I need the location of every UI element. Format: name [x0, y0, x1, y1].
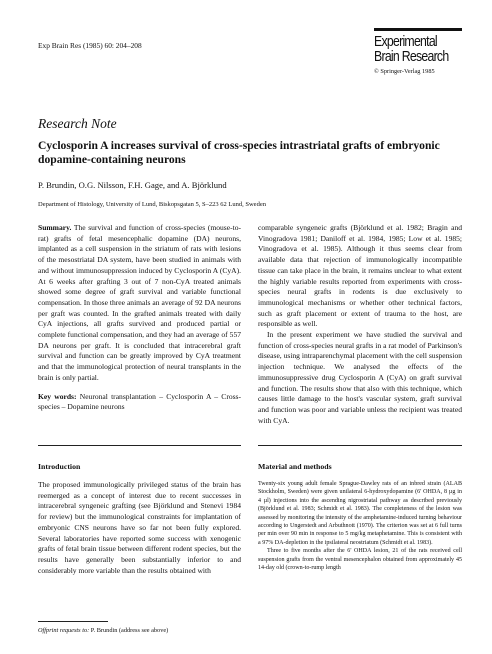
footnote-rule	[38, 621, 108, 622]
logo-line-experimental: Experimental	[374, 33, 437, 50]
affiliation: Department of Histology, University of Lund, Biskopsgatan 5, S–223 62 Lund, Sweden	[38, 201, 266, 208]
introduction-text: The proposed immunologically privileged status of the brain has reemerged as a concept of interest due to recent successes in intracerebral syngeneic grafting (see Björklund and Stenevi 1984 for review) but the immunological constraints for implantation of embryonic CNS neurons have so far not been fully explored. Several laboratories have reported some success with xenogenic grafts of fetal brain tissue between different rodent species, but the results have generally been substantially inferior to and considerably more variable than the results obtained with	[38, 480, 241, 575]
article-title: Cyclosporin A increases survival of cross-species intrastriatal grafts of embryonic dopamine-containing neurons	[38, 139, 440, 166]
right-paragraph-2: In the present experiment we have studied the survival and function of cross-species neural grafts in a rat model of Parkinson's disease, using intraparenchymal placement with the cell suspension injection technique. We analysed the effects of the immunosuppressive drug Cyclosporin A (CyA) on graft survival and function. The results show that also with this technique, which causes little damage to the host's vascular system, graft survival and function was poor and variable unless the recipient was treated with CyA.	[258, 330, 462, 425]
introduction-heading: Introduction	[38, 462, 81, 471]
summary-paragraph	[38, 223, 241, 384]
author-list: P. Brundin, O.G. Nilsson, F.H. Gage, and A. Björklund	[38, 180, 227, 190]
summary-label: Summary.	[38, 223, 72, 232]
footnote-text: P. Brundin (address see above)	[89, 627, 169, 634]
keywords-paragraph	[38, 392, 241, 413]
methods-paragraph-1: Twenty-six young adult female Sprague-Dawley rats of an inbred strain (ALAB Stockholm, Sweden) were given unilateral 6-hydroxydopamine (6' OHDA, 8 µg in 4 µl) injections into the ascending nigrostriatal pathway as described previously (Björklund et al. 1983; Schmidt et al. 1983). The completeness of the lesion was assessed by monitoring the intensity of the amphetamine-induced turning behaviour according to Ungerstedt and Arbuthnott (1970). The criterion was set at 6 full turns per min over 90 min in response to 5 mg/kg metaphetamine. This is consistent with a 97% DA-depletion in the ipsilateral neostriatum (Schmidt et al. 1983).	[258, 481, 462, 546]
keywords-text: Neuronal transplantation – Cyclosporin A – Cross-species – Dopamine neurons	[38, 391, 241, 412]
copyright-notice: © Springer-Verlag 1985	[374, 68, 435, 75]
methods-section	[258, 462, 462, 572]
summary-text: The survival and function of cross-species (mouse-to-rat) grafts of fetal mesencephalic dopamine (DA) neurons, implanted as a cell suspension in the striatum of rats with lesions of the mesostriatal DA system, have been studied in animals with and without immunosuppression induced by Cyclosporin A (CyA). At 6 weeks after grafting 3 out of 7 non-CyA treated animals showed some degree of graft survival and variable functional compensation. In those three animals an average of 92 DA neurons per graft was counted. In the grafted animals treated with daily CyA injections, all grafts survived and produced partial or complete functional compensation, and they had an average of 557 DA neurons per graft. It is concluded that intracerebral graft survival and function can be greatly improved by CyA treatment and that the immunological protection of neural transplants in the brain is only partial.	[38, 223, 241, 382]
logo-bar	[374, 28, 462, 31]
left-column	[38, 223, 241, 413]
section-divider-left	[38, 445, 241, 446]
footnote	[38, 627, 168, 634]
introduction-section	[38, 462, 241, 576]
footnote-label: Offprint requests to:	[38, 627, 90, 634]
right-paragraph-1: comparable syngeneic grafts (Björklund et al. 1982; Bragin and Vinogradova 1981; Daniloff et al. 1984, 1985; Low et al. 1985; Vinogradova et al. 1985). Although it thus seems clear from available data that rejection of immunologically incompatible tissue can take place in the brain, it remains unclear to what extent the highly variable results reported from experiments with cross-species neural grafts in rodents is due exclusively to immunological mechanisms or whether other technical factors, such as graft placement or extent of trauma to the host, are responsible as well.	[258, 223, 462, 329]
methods-paragraph-2: Three to five months after the 6' OHDA lesion, 21 of the rats received cell suspension grafts from the ventral mesencephalon obtained from approximately 45 14-day old (crown-to-rump length	[258, 548, 462, 572]
section-divider-right	[258, 445, 462, 446]
methods-heading: Material and methods	[258, 462, 332, 471]
journal-reference: Exp Brain Res (1985) 60: 204–208	[38, 41, 142, 50]
journal-logo	[374, 28, 462, 75]
section-type: Research Note	[38, 116, 117, 131]
right-column	[258, 223, 462, 426]
logo-line-brain-research: Brain Research	[374, 48, 449, 65]
keywords-label: Key words:	[38, 391, 77, 401]
